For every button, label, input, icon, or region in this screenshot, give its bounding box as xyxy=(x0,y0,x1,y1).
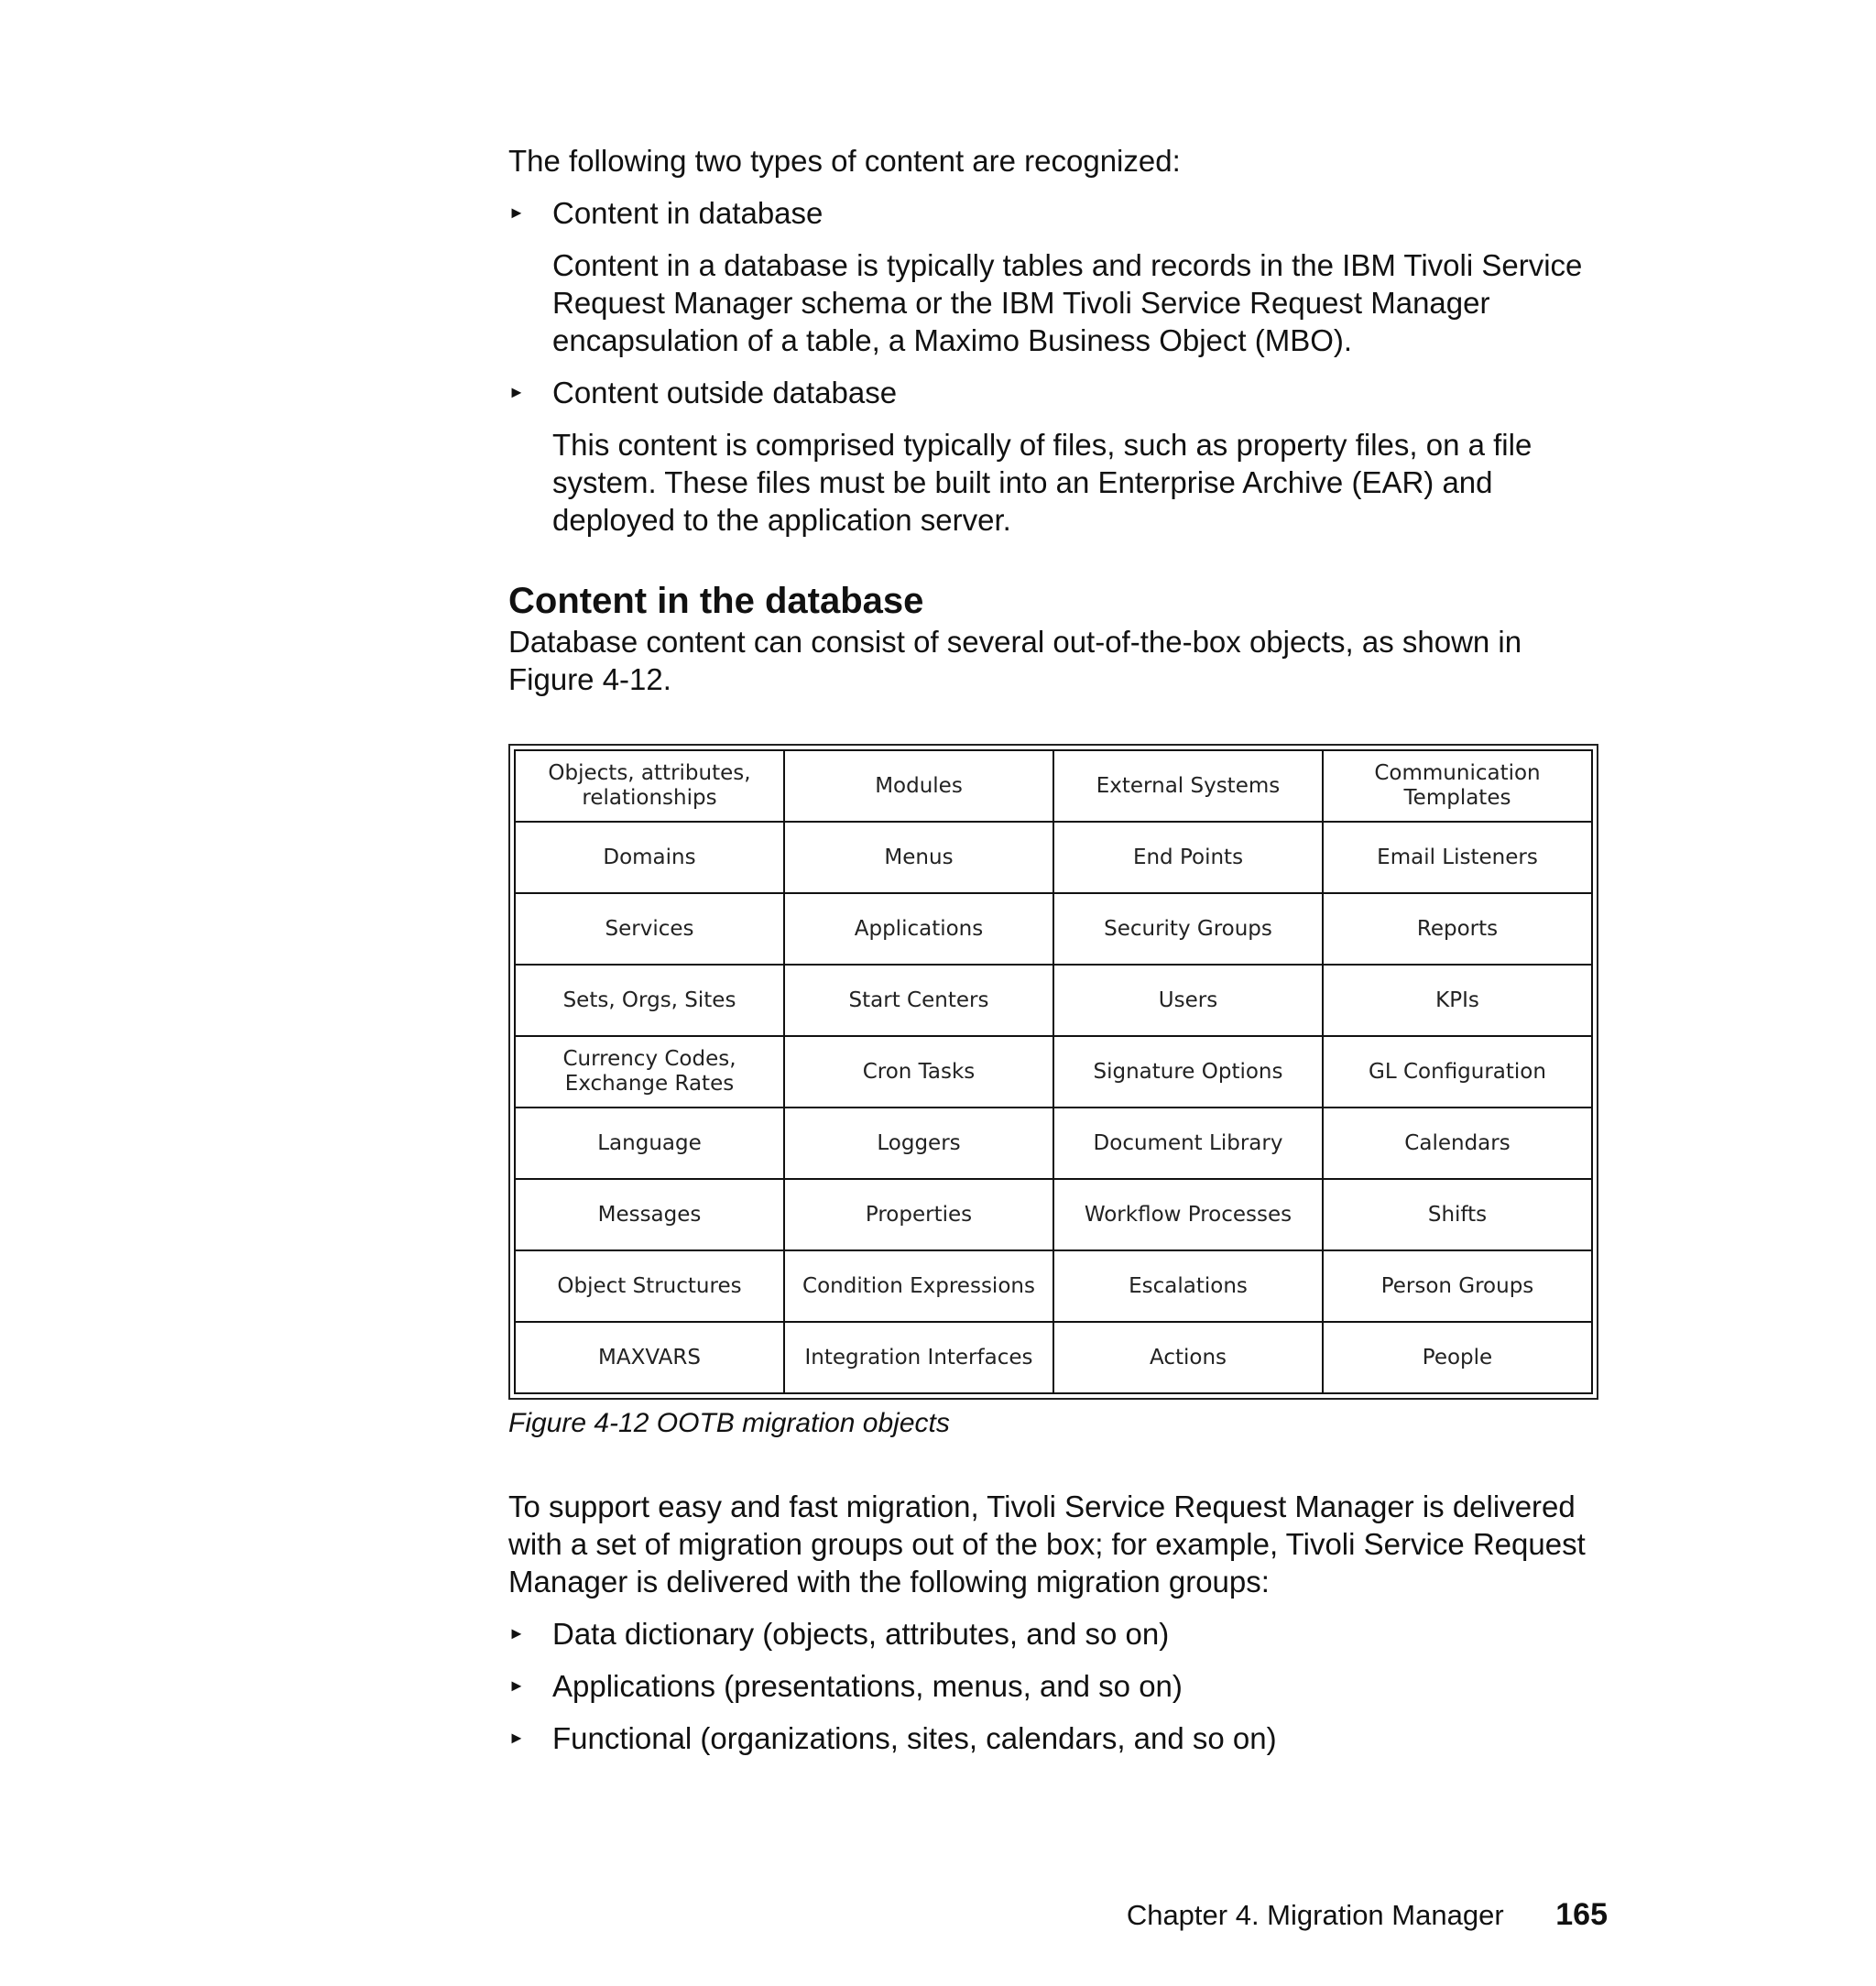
table-cell: Menus xyxy=(784,822,1053,893)
bullet-arrow-icon: ► xyxy=(508,1624,525,1642)
table-cell: Shifts xyxy=(1323,1179,1592,1250)
table-cell: Start Centers xyxy=(784,965,1053,1036)
table-cell: Person Groups xyxy=(1323,1250,1592,1322)
table-row xyxy=(515,1108,1592,1179)
page-content xyxy=(508,142,1608,1757)
bullet-title: Content outside database xyxy=(552,376,898,409)
table-row xyxy=(515,1322,1592,1393)
table-cell: Object Structures xyxy=(515,1250,784,1322)
table-row xyxy=(515,750,1592,822)
table-cell: Email Listeners xyxy=(1323,822,1592,893)
bullet-item: ► Applications (presentations, menus, and so on) xyxy=(508,1669,1183,1703)
bullet-item xyxy=(508,194,1608,232)
table-cell: Reports xyxy=(1323,893,1592,965)
table-cell: MAXVARS xyxy=(515,1322,784,1393)
table-cell: Modules xyxy=(784,750,1053,822)
table-row xyxy=(515,1179,1592,1250)
table-cell: Language xyxy=(515,1108,784,1179)
table-cell: Calendars xyxy=(1323,1108,1592,1179)
bullet-title: Content in database xyxy=(552,196,823,230)
table-cell: Escalations xyxy=(1053,1250,1323,1322)
table-cell: Condition Expressions xyxy=(784,1250,1053,1322)
table-cell: Communication Templates xyxy=(1323,750,1592,822)
table-cell: External Systems xyxy=(1053,750,1323,822)
table-cell: Users xyxy=(1053,965,1323,1036)
table-row xyxy=(515,822,1592,893)
migration-groups-paragraph: To support easy and fast migration, Tivoli Service Request Manager is delivered with a set of migration groups out of the box; for example, Tivoli Service Request Manager is delivered with the following migration groups: xyxy=(508,1490,1586,1599)
table-cell: People xyxy=(1323,1322,1592,1393)
table-cell: Objects, attributes, relationships xyxy=(515,750,784,822)
bullet-arrow-icon: ► xyxy=(508,1729,525,1747)
table-cell: Messages xyxy=(515,1179,784,1250)
table-row xyxy=(515,1036,1592,1108)
bullet-item: ► Data dictionary (objects, attributes, and so on) xyxy=(508,1617,1170,1651)
section-paragraph: Database content can consist of several out-of-the-box objects, as shown in Figure 4-12. xyxy=(508,625,1522,696)
table-cell: Actions xyxy=(1053,1322,1323,1393)
table-row xyxy=(515,893,1592,965)
table-cell: GL Configuration xyxy=(1323,1036,1592,1108)
page-footer xyxy=(1127,1896,1608,1934)
table-cell: End Points xyxy=(1053,822,1323,893)
table-cell: Security Groups xyxy=(1053,893,1323,965)
table-cell: Cron Tasks xyxy=(784,1036,1053,1108)
bullet-description: This content is comprised typically of files, such as property files, on a file system. These files must be built into an Enterprise Archive (EAR) and deployed to the application server. xyxy=(552,428,1532,537)
table-cell: Sets, Orgs, Sites xyxy=(515,965,784,1036)
table-cell: Workflow Processes xyxy=(1053,1179,1323,1250)
table-cell: Document Library xyxy=(1053,1108,1323,1179)
table-row xyxy=(515,965,1592,1036)
page-number: 165 xyxy=(1555,1897,1608,1932)
bullet-arrow-icon: ► xyxy=(508,203,525,222)
table-cell: Currency Codes, Exchange Rates xyxy=(515,1036,784,1108)
migration-objects-table xyxy=(514,749,1593,1394)
bullet-description: Content in a database is typically tables and records in the IBM Tivoli Service Request Manager schema or the IBM Tivoli Service Request Manager encapsulation of a table, a Maximo Business Object (MBO). xyxy=(552,248,1583,357)
table-cell: Services xyxy=(515,893,784,965)
figure-ootb-migration-objects xyxy=(508,744,1598,1400)
bullet-arrow-icon: ► xyxy=(508,383,525,401)
table-cell: KPIs xyxy=(1323,965,1592,1036)
bullet-item xyxy=(508,374,1608,411)
section-heading: Content in the database xyxy=(508,581,924,621)
footer-chapter: Chapter 4. Migration Manager xyxy=(1126,1899,1504,1931)
table-cell: Signature Options xyxy=(1053,1036,1323,1108)
figure-caption: Figure 4-12 OOTB migration objects xyxy=(508,1408,950,1438)
table-row xyxy=(515,1250,1592,1322)
table-cell: Integration Interfaces xyxy=(784,1322,1053,1393)
table-cell: Properties xyxy=(784,1179,1053,1250)
bullet-arrow-icon: ► xyxy=(508,1676,525,1695)
table-cell: Applications xyxy=(784,893,1053,965)
table-cell: Domains xyxy=(515,822,784,893)
bullet-item: ► Functional (organizations, sites, calendars, and so on) xyxy=(508,1721,1277,1755)
table-cell: Loggers xyxy=(784,1108,1053,1179)
intro-text: The following two types of content are recognized: xyxy=(508,144,1181,178)
